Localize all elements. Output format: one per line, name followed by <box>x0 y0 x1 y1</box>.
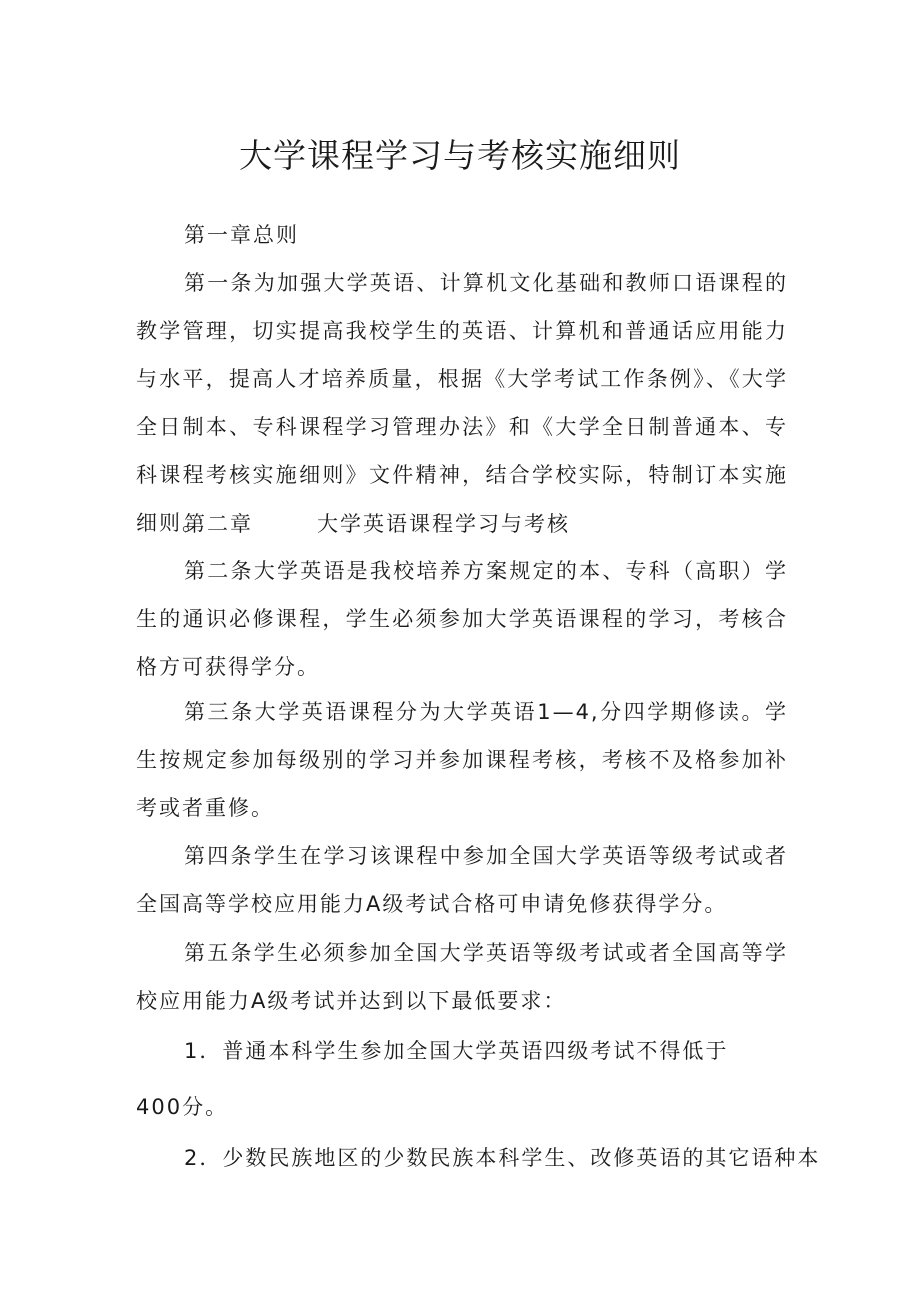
article-2-paragraph: 第二条大学英语是我校培养方案规定的本、专科（高职）学生的通识必修课程，学生必须参加大学英语课程的学习，考核合格方可获得学分。 <box>136 559 788 679</box>
chapter-2-title: 大学英语课程学习与考核 <box>317 512 570 536</box>
chapter-2-label: 第二章 <box>184 512 253 536</box>
article-4-paragraph: 第四条学生在学习该课程中参加全国大学英语等级考试或者全国高等学校应用能力A级考试合格可申请免修获得学分。 <box>136 844 788 916</box>
item-2-line: 2．少数民族地区的少数民族本科学生、改修英语的其它语种本 <box>184 1146 821 1170</box>
chapter-1-heading: 第一章总则 <box>184 223 299 247</box>
article-1-paragraph: 第一条为加强大学英语、计算机文化基础和教师口语课程的教学管理，切实提高我校学生的英语、计算机和普通话应用能力与水平，提高人才培养质量，根据《大学考试工作条例》、《大学全日制本、专科课程学习管理办法》和《大学全日制普通本、专科课程考核实施细则》文件精神，结合学校实际，特制订本实施细则。 <box>136 271 788 535</box>
article-3-paragraph: 第三条大学英语课程分为大学英语1—4,分四学期修读。学生按规定参加每级别的学习并参加课程考核，考核不及格参加补考或者重修。 <box>136 700 788 820</box>
article-5-paragraph: 第五条学生必须参加全国大学英语等级考试或者全国高等学校应用能力A级考试并达到以下最低要求： <box>136 941 788 1013</box>
chapter-2-heading <box>184 500 570 548</box>
item-1-line-2: 400分。 <box>136 1095 229 1119</box>
item-1-line-1: 1．普通本科学生参加全国大学英语四级考试不得低于 <box>184 1039 729 1063</box>
document-title: 大学课程学习与考核实施细则 <box>239 136 681 175</box>
